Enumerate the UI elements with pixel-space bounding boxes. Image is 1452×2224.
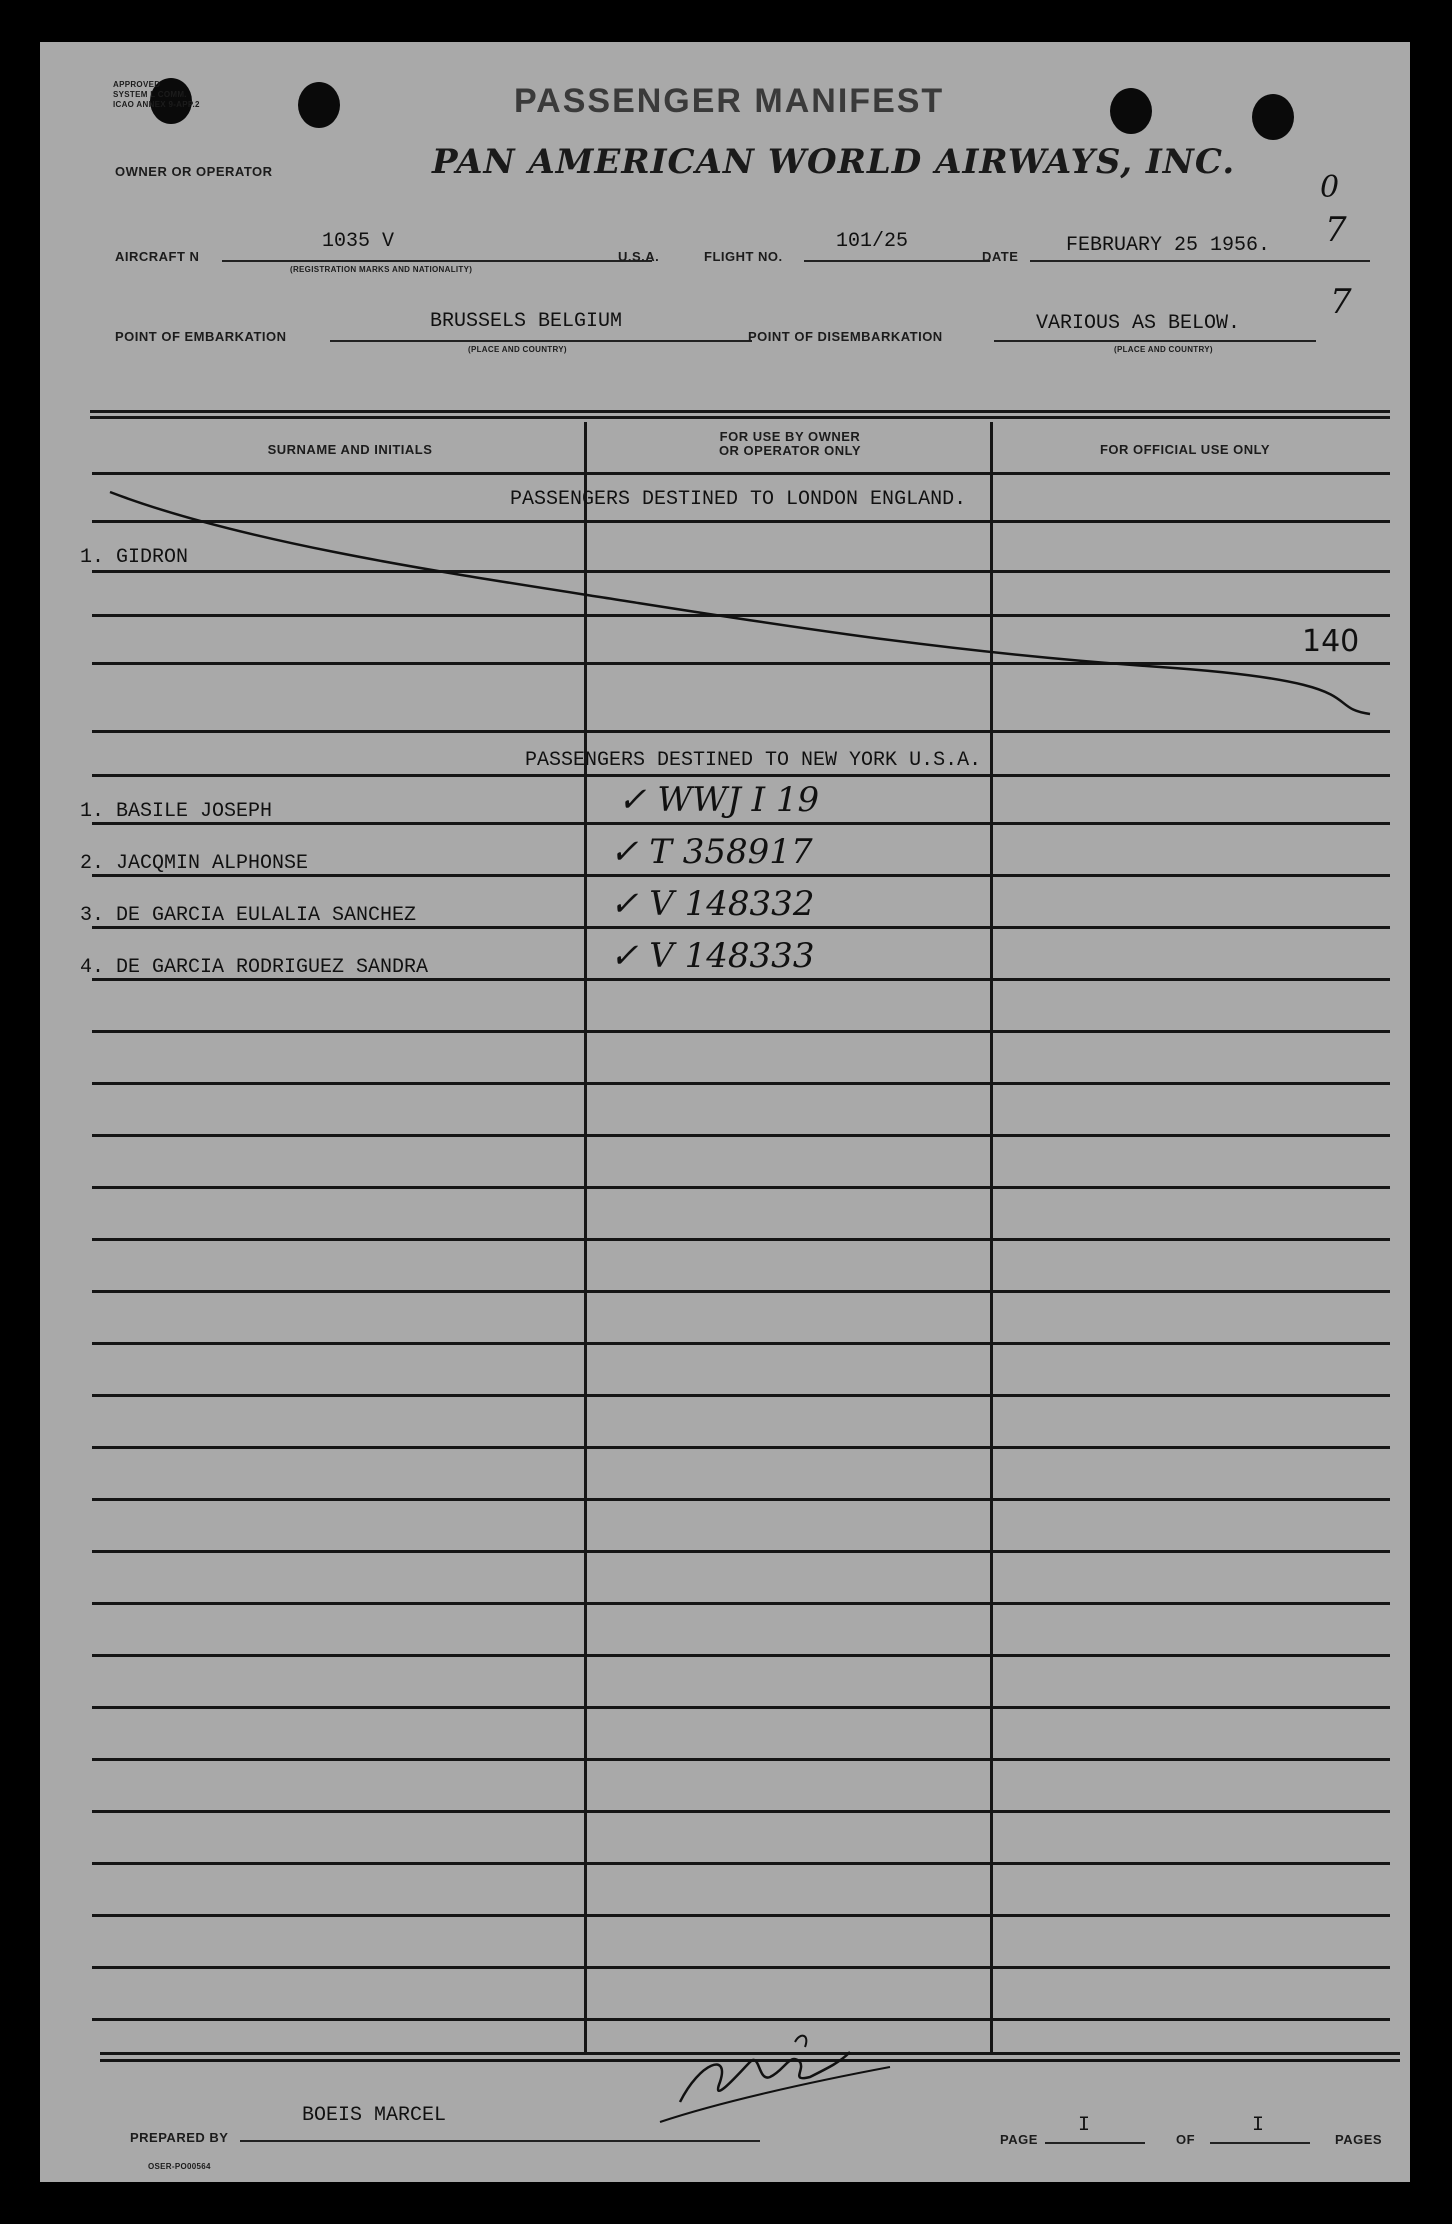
embarkation-label: POINT OF EMBARKATION [115, 329, 287, 344]
embarkation-value: BRUSSELS BELGIUM [430, 310, 623, 333]
owner-note: ✓ WWJ I 19 [618, 780, 820, 820]
corner-mark: 7 [1330, 282, 1352, 322]
table-row: 2. JACQMIN ALPHONSE [80, 852, 309, 875]
ruled-line [92, 1030, 1390, 1033]
page-title: PASSENGER MANIFEST [514, 82, 945, 120]
table-row: 4. DE GARCIA RODRIGUEZ SANDRA [80, 956, 429, 979]
aircraft-label: AIRCRAFT N [115, 249, 200, 264]
table-row: 3. DE GARCIA EULALIA SANCHEZ [80, 904, 417, 927]
ruled-line [92, 1810, 1390, 1813]
ruled-line [92, 1966, 1390, 1969]
ruled-line [92, 2018, 1390, 2021]
ruled-line [92, 1394, 1390, 1397]
ruled-line [92, 1654, 1390, 1657]
nationality-label: U.S.A. [618, 249, 660, 264]
ruled-line [92, 1446, 1390, 1449]
owner-note: ✓ T 358917 [610, 832, 813, 872]
date-label: DATE [982, 249, 1019, 264]
form-code: OSER-PO00564 [148, 2162, 211, 2171]
flight-value: 101/25 [836, 230, 909, 253]
aircraft-value: 1035 V [322, 230, 395, 253]
column-header-owner-line: FOR USE BY OWNER [719, 429, 861, 444]
ruled-line [92, 1290, 1390, 1293]
flight-label: FLIGHT NO. [704, 249, 783, 264]
owner-label: OWNER OR OPERATOR [115, 164, 273, 179]
approval-line: APPROVED [113, 80, 161, 89]
of-label: OF [1176, 2132, 1196, 2147]
approval-line: ICAO ANNEX 9-APP.2 [113, 100, 200, 109]
ruled-line [92, 1134, 1390, 1137]
approval-line: SYSTEM L COMM. [113, 90, 187, 99]
ruled-line [92, 822, 1390, 825]
page-label: PAGE [1000, 2132, 1038, 2147]
airline-name: PAN AMERICAN WORLD AIRWAYS, INC. [432, 142, 1236, 182]
ruled-line [92, 1498, 1390, 1501]
signature [640, 2022, 900, 2132]
corner-mark: 0 [1320, 170, 1340, 205]
ruled-line [92, 1706, 1390, 1709]
disembarkation-value: VARIOUS AS BELOW. [1036, 312, 1241, 335]
of-value: I [1252, 2114, 1265, 2137]
embarkation-sub: (PLACE AND COUNTRY) [468, 345, 567, 354]
prepared-label: PREPARED BY [130, 2130, 229, 2145]
owner-note: ✓ V 148332 [610, 884, 815, 924]
ruled-line [92, 1186, 1390, 1189]
ruled-line [92, 1550, 1390, 1553]
section-heading: PASSENGERS DESTINED TO NEW YORK U.S.A. [525, 749, 982, 772]
pages-label: PAGES [1335, 2132, 1383, 2147]
ruled-line [92, 1862, 1390, 1865]
ruled-line [92, 1758, 1390, 1761]
strike-through-line [40, 42, 1410, 782]
aircraft-sub: (REGISTRATION MARKS AND NATIONALITY) [290, 265, 473, 274]
column-header-official: FOR OFFICIAL USE ONLY [1099, 442, 1271, 457]
manifest-sheet [40, 42, 1410, 2182]
section-heading: PASSENGERS DESTINED TO LONDON ENGLAND. [510, 488, 967, 511]
table-row: 1. BASILE JOSEPH [80, 800, 273, 823]
corner-mark: 7 [1325, 210, 1347, 250]
column-header-owner-line: OR OPERATOR ONLY [718, 443, 862, 458]
owner-note: ✓ V 148333 [610, 936, 815, 976]
disembarkation-label: POINT OF DISEMBARKATION [748, 329, 943, 344]
table-row: 1. GIDRON [80, 546, 189, 569]
ruled-line [92, 1602, 1390, 1605]
ruled-line [92, 1082, 1390, 1085]
page-value: I [1078, 2114, 1091, 2137]
column-header-surname: SURNAME AND INITIALS [267, 442, 433, 457]
ruled-line [92, 1914, 1390, 1917]
date-value: FEBRUARY 25 1956. [1066, 234, 1271, 257]
official-note: 140 [1302, 624, 1360, 659]
prepared-value: BOEIS MARCEL [302, 2104, 447, 2127]
ruled-line [92, 1238, 1390, 1241]
disembarkation-sub: (PLACE AND COUNTRY) [1114, 345, 1213, 354]
ruled-line [92, 1342, 1390, 1345]
